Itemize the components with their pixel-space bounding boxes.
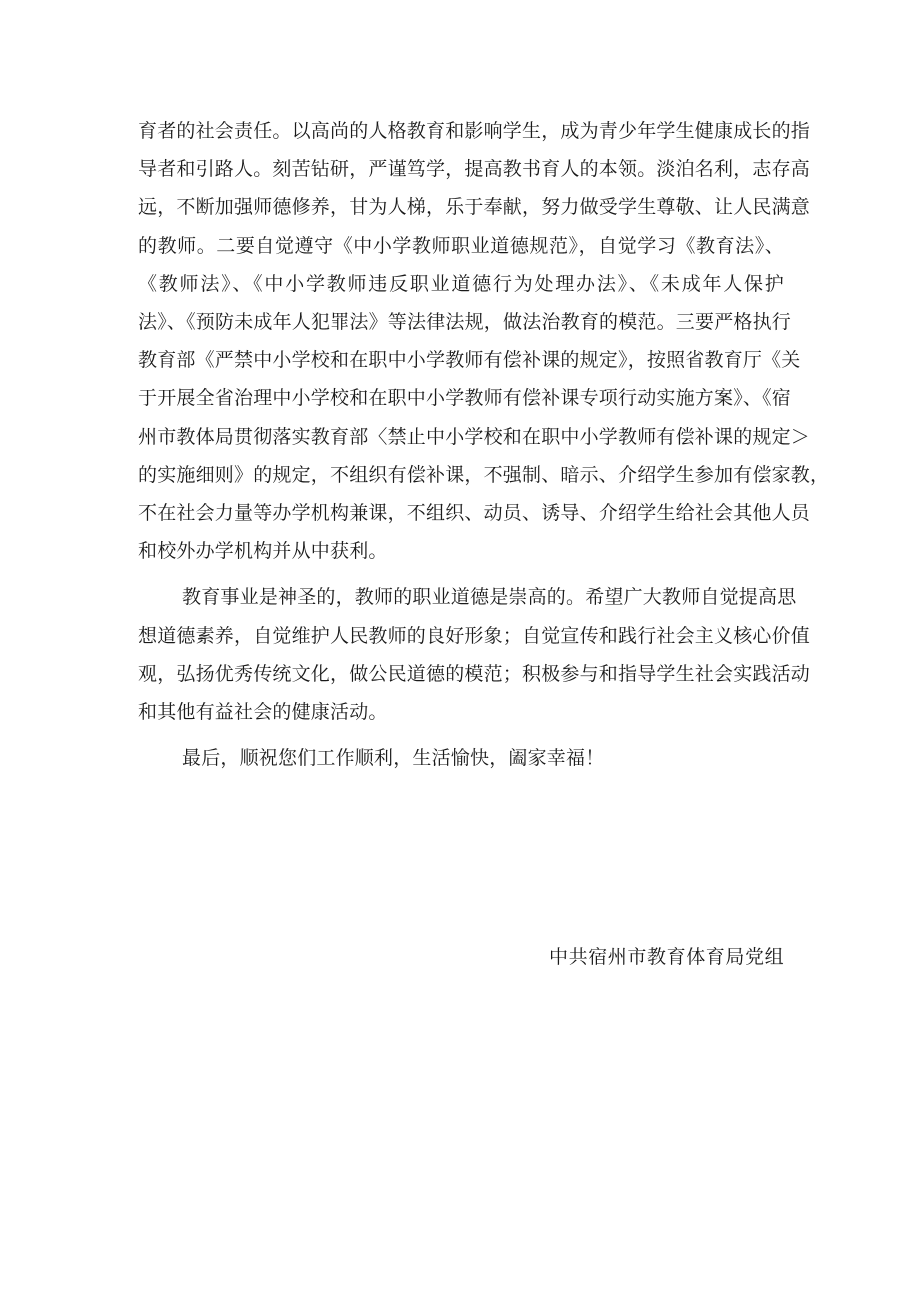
text-line: 和其他有益社会的健康活动。 xyxy=(138,701,388,724)
paragraph-spacer xyxy=(138,570,784,578)
paragraph-spacer xyxy=(138,731,784,739)
document-body xyxy=(138,112,830,777)
text-line: 不在社会力量等办学机构兼课，不组织、动员、诱导、介绍学生给社会其他人员 xyxy=(138,502,811,525)
text-line: 导者和引路人。刻苦钻研，严谨笃学，提高教书育人的本领。淡泊名利，志存高 xyxy=(138,158,811,181)
text-line: 法》、《预防未成年人犯罪法》等法律法规，做法治教育的模范。三要严格执行 xyxy=(138,311,792,334)
signature: 中共宿州市教育体育局党组 xyxy=(549,946,785,968)
text-line: 观，弘扬优秀传统文化，做公民道德的模范；积极参与和指导学生社会实践活动 xyxy=(138,662,811,685)
paragraph-1 xyxy=(138,112,830,570)
text-line: 和校外办学机构并从中获利。 xyxy=(138,540,388,563)
text-line: 想道德素养，自觉维护人民教师的良好形象；自觉宣传和践行社会主义核心价值 xyxy=(138,624,811,647)
text-line: 的实施细则》的规定，不组织有偿补课，不强制、暗示、介绍学生参加有偿家教， xyxy=(138,463,830,486)
text-line: 育者的社会责任。以高尚的人格教育和影响学生，成为青少年学生健康成长的指 xyxy=(138,120,811,142)
text-line: 教育部《严禁中小学校和在职中小学教师有偿补课的规定》，按照省教育厅《关 xyxy=(138,349,801,372)
closing-line: 最后，顺祝您们工作顺利，生活愉快，阖家幸福！ xyxy=(182,747,605,770)
paragraph-2 xyxy=(138,578,811,731)
text-line: 州市教体局贯彻落实教育部〈禁止中小学校和在职中小学教师有偿补课的规定＞ xyxy=(138,425,811,448)
text-line: 教育事业是神圣的，教师的职业道德是崇高的。希望广大教师自觉提高思 xyxy=(182,586,797,609)
text-line: 于开展全省治理中小学校和在职中小学教师有偿补课专项行动实施方案》、《宿 xyxy=(138,387,792,410)
text-line: 《教师法》、《中小学教师违反职业道德行为处理办法》、《未成年人保护 xyxy=(138,272,784,295)
text-line: 远，不断加强师德修养，甘为人梯，乐于奉献，努力做受学生尊敬、让人民满意 xyxy=(138,196,811,219)
text-line: 的教师。二要自觉遵守《中小学教师职业道德规范》，自觉学习《教育法》、 xyxy=(138,234,784,257)
